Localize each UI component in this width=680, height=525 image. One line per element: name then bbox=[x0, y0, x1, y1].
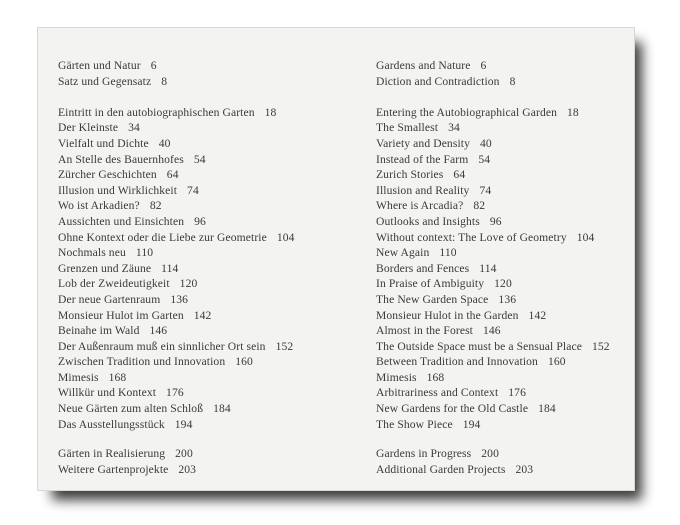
toc-entry-title: Without context: The Love of Geometry bbox=[376, 230, 567, 244]
toc-entry bbox=[376, 354, 610, 370]
toc-entry-page: 34 bbox=[128, 121, 140, 135]
toc-entry bbox=[58, 276, 295, 292]
toc-entry-title: Das Ausstellungsstück bbox=[58, 417, 165, 431]
toc-entry-title: Borders and Fences bbox=[376, 261, 470, 275]
toc-entry-title: Illusion and Reality bbox=[376, 183, 470, 197]
toc-entry-page: 114 bbox=[479, 261, 497, 275]
toc-entry-page: 6 bbox=[480, 59, 487, 72]
toc-entry-page: 176 bbox=[508, 386, 526, 400]
toc-entry bbox=[376, 417, 610, 433]
toc-entry-page: 152 bbox=[591, 339, 610, 353]
toc-entry bbox=[376, 308, 610, 324]
toc-entry bbox=[58, 462, 295, 478]
toc-entry-page: 203 bbox=[515, 462, 534, 476]
toc-entry bbox=[376, 446, 610, 462]
toc-entry-title: Mimesis bbox=[376, 370, 417, 384]
toc-entry bbox=[376, 105, 610, 121]
toc-entry-title: In Praise of Ambiguity bbox=[376, 277, 485, 291]
toc-entry bbox=[58, 183, 295, 199]
toc-entry-page: 136 bbox=[498, 292, 517, 306]
toc-entry bbox=[376, 152, 610, 168]
section-gap bbox=[58, 432, 295, 446]
toc-entry bbox=[58, 385, 295, 401]
toc-entry-page: 96 bbox=[489, 214, 502, 228]
toc-entry bbox=[58, 74, 295, 90]
toc-entry-page: 18 bbox=[264, 105, 277, 119]
toc-entry-page: 200 bbox=[481, 447, 499, 461]
toc-entry-title: Satz und Gegensatz bbox=[58, 74, 152, 88]
toc-entry-title: Zürcher Geschichten bbox=[58, 168, 157, 182]
toc-entry-page: 136 bbox=[170, 292, 189, 306]
toc-entry-page: 104 bbox=[576, 230, 595, 244]
toc-entry-page: 142 bbox=[193, 308, 212, 322]
toc-entry-page: 40 bbox=[158, 136, 171, 150]
toc-entry bbox=[376, 214, 610, 230]
toc-entry-page: 120 bbox=[494, 277, 512, 291]
section-gap bbox=[376, 432, 610, 446]
toc-entry-title: Zwischen Tradition und Innovation bbox=[58, 355, 226, 369]
section-gap bbox=[376, 89, 610, 105]
toc-entry-title: New Gardens for the Old Castle bbox=[376, 402, 529, 416]
toc-entry-page: 54 bbox=[193, 152, 206, 166]
toc-entry-page: 168 bbox=[426, 370, 445, 384]
toc-entry-title: Eintritt in den autobiographischen Garten bbox=[58, 105, 255, 119]
toc-entry bbox=[58, 245, 295, 261]
toc-entry bbox=[376, 198, 610, 214]
toc-entry bbox=[58, 323, 295, 339]
toc-entry-title: Monsieur Hulot in the Garden bbox=[376, 308, 519, 322]
toc-entry-title: Weitere Gartenprojekte bbox=[58, 462, 169, 476]
toc-entry-title: Between Tradition and Innovation bbox=[376, 355, 538, 369]
toc-entry-title: The Smallest bbox=[376, 121, 439, 135]
toc-entry bbox=[376, 58, 610, 74]
toc-entry bbox=[58, 230, 295, 246]
toc-entry-page: 34 bbox=[448, 121, 460, 135]
toc-entry bbox=[58, 446, 295, 462]
toc-entry bbox=[58, 339, 295, 355]
toc-entry-page: 64 bbox=[453, 168, 466, 182]
toc-entry-page: 96 bbox=[194, 214, 206, 228]
toc-entry bbox=[376, 261, 610, 277]
toc-entry bbox=[58, 167, 295, 183]
toc-entry-page: 176 bbox=[166, 386, 184, 400]
toc-entry-page: 146 bbox=[149, 324, 168, 338]
toc-entry-title: Aussichten und Einsichten bbox=[58, 214, 185, 228]
toc-entry bbox=[376, 292, 610, 308]
toc-entry-title: The Show Piece bbox=[376, 417, 453, 431]
toc-entry bbox=[376, 230, 610, 246]
toc-entry-page: 194 bbox=[174, 417, 193, 431]
toc-entry-title: Der Außenraum muß ein sinnlicher Ort sein bbox=[58, 339, 266, 353]
toc-entry-title: Ohne Kontext oder die Liebe zur Geometrie bbox=[58, 230, 267, 244]
toc-entry bbox=[58, 136, 295, 152]
toc-entry bbox=[58, 370, 295, 386]
toc-entry-title: Nochmals neu bbox=[58, 246, 126, 260]
toc-entry-title: Variety and Density bbox=[376, 136, 470, 150]
toc-entry-title: Der neue Gartenraum bbox=[58, 292, 161, 306]
toc-entry-page: 200 bbox=[175, 447, 193, 461]
toc-entry-title: An Stelle des Bauernhofes bbox=[58, 152, 184, 166]
toc-entry bbox=[376, 183, 610, 199]
toc-entry bbox=[376, 120, 610, 136]
toc-entry-title: Neue Gärten zum alten Schloß bbox=[58, 402, 204, 416]
toc-entry bbox=[376, 167, 610, 183]
toc-entry bbox=[376, 339, 610, 355]
toc-entry-title: Outlooks and Insights bbox=[376, 214, 480, 228]
toc-entry bbox=[376, 245, 610, 261]
toc-entry bbox=[58, 292, 295, 308]
toc-entry-title: Lob der Zweideutigkeit bbox=[58, 277, 170, 291]
toc-entry bbox=[376, 462, 610, 478]
toc-entry bbox=[58, 58, 295, 74]
toc-entry-page: 114 bbox=[161, 261, 179, 275]
toc-entry-title: Instead of the Farm bbox=[376, 152, 469, 166]
toc-entry-title: Mimesis bbox=[58, 370, 99, 384]
toc-entry-title: Entering the Autobiographical Garden bbox=[376, 105, 557, 119]
toc-column-english bbox=[376, 58, 610, 477]
toc-entry-title: The Outside Space must be a Sensual Place bbox=[376, 339, 582, 353]
toc-entry-page: 160 bbox=[235, 355, 253, 369]
toc-entry bbox=[58, 261, 295, 277]
toc-entry bbox=[376, 276, 610, 292]
toc-entry-page: 168 bbox=[108, 370, 127, 384]
toc-entry-page: 142 bbox=[528, 308, 547, 322]
toc-entry-page: 184 bbox=[213, 402, 231, 416]
toc-entry-page: 54 bbox=[478, 152, 491, 166]
toc-entry bbox=[58, 308, 295, 324]
toc-entry bbox=[58, 417, 295, 433]
toc-entry bbox=[58, 401, 295, 417]
toc-entry-page: 40 bbox=[479, 136, 492, 150]
book-page bbox=[38, 28, 634, 490]
toc-entry-title: Der Kleinste bbox=[58, 121, 119, 135]
toc-entry bbox=[58, 105, 295, 121]
toc-entry bbox=[376, 370, 610, 386]
toc-entry-page: 184 bbox=[538, 402, 556, 416]
toc-entry-page: 74 bbox=[187, 183, 199, 197]
toc-entry-title: Vielfalt und Dichte bbox=[58, 136, 149, 150]
toc-entry-page: 146 bbox=[483, 324, 501, 338]
toc-entry-page: 160 bbox=[547, 355, 566, 369]
toc-entry-page: 203 bbox=[178, 462, 197, 476]
toc-entry bbox=[376, 74, 610, 90]
toc-entry-title: Monsieur Hulot im Garten bbox=[58, 308, 184, 322]
toc-entry bbox=[58, 120, 295, 136]
toc-entry-title: Gärten in Realisierung bbox=[58, 447, 166, 461]
toc-entry-page: 82 bbox=[473, 199, 486, 213]
toc-entry-page: 110 bbox=[135, 246, 154, 260]
toc-entry bbox=[58, 198, 295, 214]
toc-entry bbox=[376, 323, 610, 339]
toc-entry-title: Where is Arcadia? bbox=[376, 199, 464, 213]
toc-entry-title: The New Garden Space bbox=[376, 292, 489, 306]
toc-entry-title: Gardens in Progress bbox=[376, 447, 472, 461]
toc-entry-title: Gärten und Natur bbox=[58, 59, 141, 72]
toc-entry-page: 64 bbox=[166, 168, 179, 182]
toc-entry-page: 152 bbox=[275, 339, 294, 353]
toc-entry-page: 8 bbox=[161, 74, 168, 88]
toc-entry-page: 82 bbox=[149, 199, 162, 213]
toc-entry-page: 110 bbox=[439, 246, 457, 260]
toc-entry bbox=[58, 214, 295, 230]
toc-entry-title: Almost in the Forest bbox=[376, 324, 474, 338]
toc-entry-title: Additional Garden Projects bbox=[376, 462, 506, 476]
toc-entry-title: Grenzen und Zäune bbox=[58, 261, 152, 275]
toc-entry-page: 18 bbox=[567, 105, 579, 119]
toc-entry-title: Diction and Contradiction bbox=[376, 74, 500, 88]
toc-entry-title: Arbitrariness and Context bbox=[376, 386, 499, 400]
toc-entry bbox=[376, 136, 610, 152]
toc-entry bbox=[58, 152, 295, 168]
section-gap bbox=[58, 89, 295, 105]
toc-entry-page: 74 bbox=[479, 183, 492, 197]
toc-entry bbox=[58, 354, 295, 370]
toc-entry-title: Wo ist Arkadien? bbox=[58, 199, 140, 213]
toc-entry-title: Zurich Stories bbox=[376, 168, 444, 182]
toc-entry bbox=[376, 385, 610, 401]
toc-entry-page: 6 bbox=[150, 59, 157, 72]
toc-column-german bbox=[58, 58, 295, 477]
toc-entry-title: Gardens and Nature bbox=[376, 59, 471, 72]
toc-entry-page: 104 bbox=[276, 230, 295, 244]
toc-entry-page: 194 bbox=[462, 417, 481, 431]
toc-entry bbox=[376, 401, 610, 417]
toc-entry-page: 8 bbox=[509, 74, 516, 88]
toc-entry-title: Willkür und Kontext bbox=[58, 386, 157, 400]
toc-entry-title: Illusion und Wirklichkeit bbox=[58, 183, 178, 197]
toc-entry-title: Beinahe im Wald bbox=[58, 324, 140, 338]
toc-entry-title: New Again bbox=[376, 246, 430, 260]
toc-entry-page: 120 bbox=[179, 277, 198, 291]
